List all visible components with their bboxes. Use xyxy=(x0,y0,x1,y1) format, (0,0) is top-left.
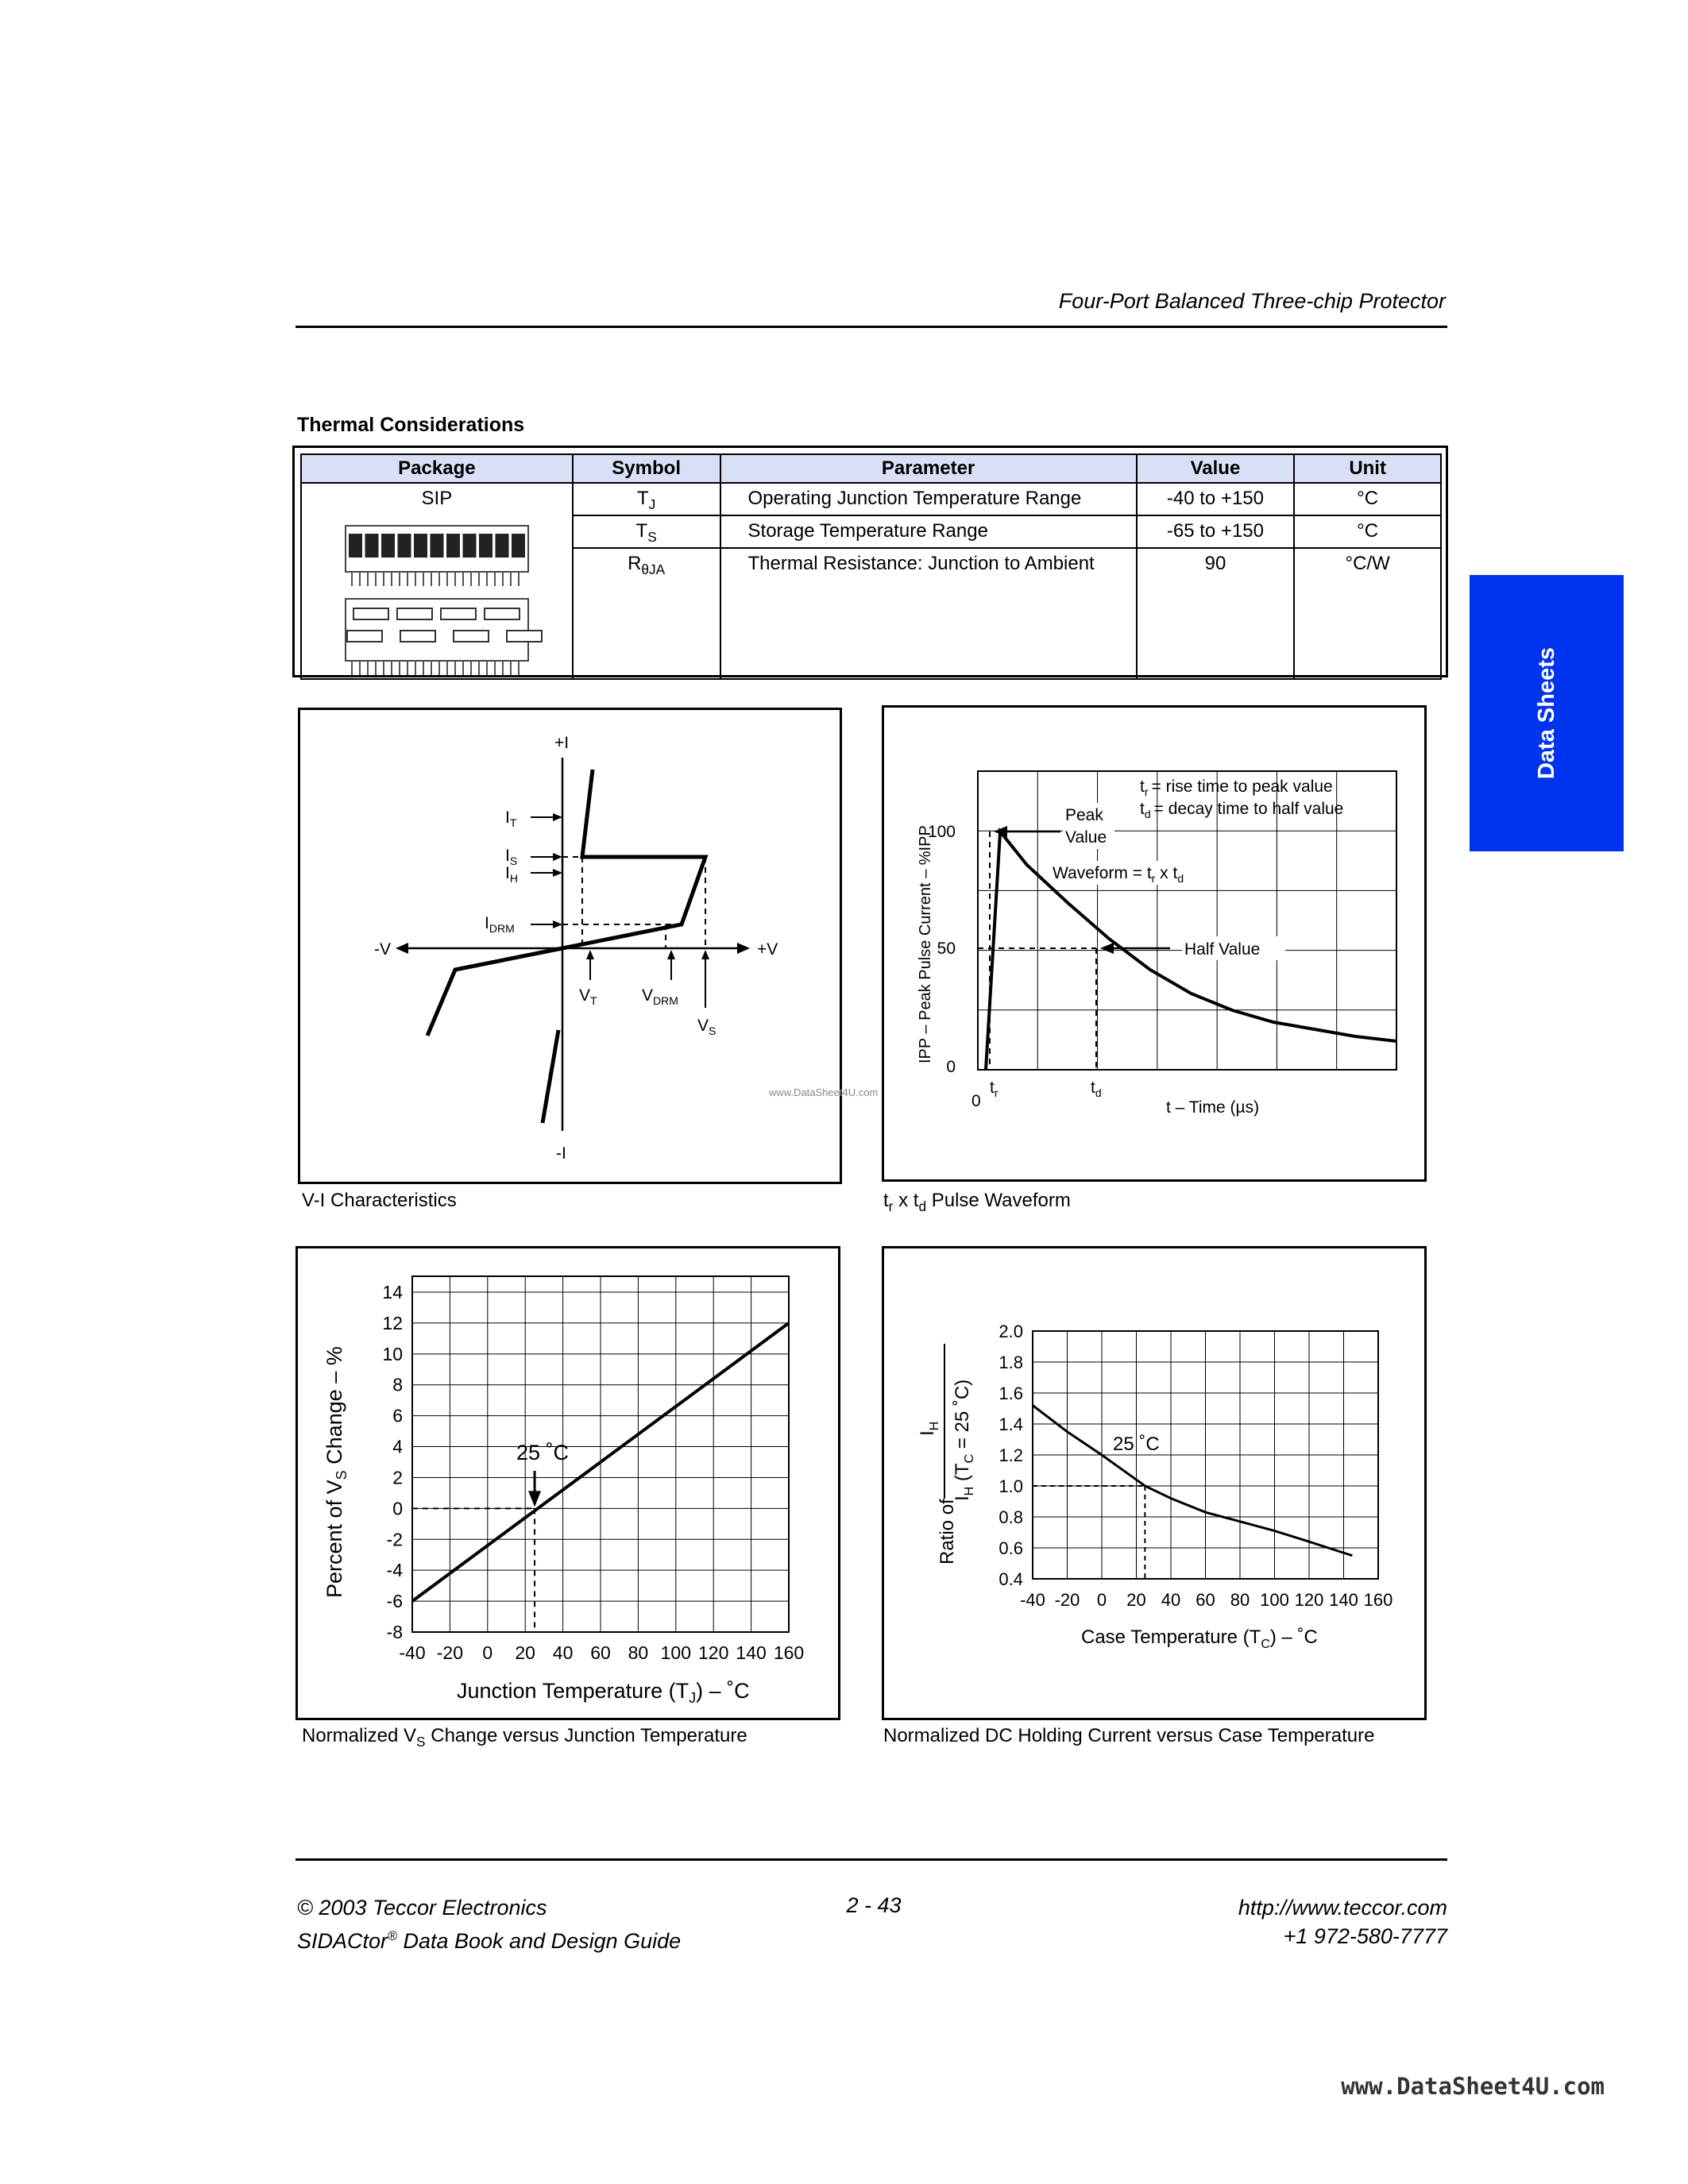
vs-xtick-label: 120 xyxy=(698,1642,729,1663)
ih-xtick-label: 100 xyxy=(1260,1590,1289,1610)
ih-xtick-label: -40 xyxy=(1020,1590,1045,1610)
symbol-cell: $T_J$ xyxy=(573,483,720,515)
vi-pos-v-label: +V xyxy=(757,940,778,959)
sip-pad xyxy=(507,631,542,642)
ih-xtick-label: -20 xyxy=(1054,1590,1080,1610)
unit-cell: °C xyxy=(1294,483,1441,515)
pulse-legend-td: $t_d$ = decay time to half value xyxy=(1140,800,1344,820)
vs-annotation-arrow xyxy=(528,1491,541,1507)
col-header-unit: Unit xyxy=(1294,454,1441,483)
footer-book-title: SIDACtor® Data Book and Design Guide xyxy=(297,1929,682,1953)
symbol-cell: $T_S$ xyxy=(573,515,720,548)
sip-pad xyxy=(400,631,435,642)
symbol-cell: $R_{\theta JA}$ xyxy=(573,548,720,679)
vs-ytick-label: 4 xyxy=(392,1436,403,1457)
col-header-parameter: Parameter xyxy=(720,454,1137,483)
ih-xtick-label: 20 xyxy=(1126,1590,1146,1610)
table-header-row xyxy=(301,454,1441,483)
sip-chip xyxy=(430,534,443,558)
header-rule xyxy=(295,326,1447,328)
pulse-ytick: 50 xyxy=(937,940,956,958)
vi-watermark: www.DataSheet4U.com xyxy=(769,1086,879,1098)
ih-ytick-label: 1.2 xyxy=(999,1445,1023,1465)
sip-pad xyxy=(397,608,432,619)
pulse-peak-label-1: Peak xyxy=(1065,806,1103,824)
footer-left xyxy=(297,1893,681,1955)
vs-xtick-label: 80 xyxy=(628,1642,649,1663)
vs-annotation: 25 ˚C xyxy=(516,1441,570,1464)
ih-ytick-label: 1.4 xyxy=(999,1414,1023,1434)
vs-xtick-label: 0 xyxy=(482,1642,493,1663)
vs-xtick-label: 40 xyxy=(552,1642,574,1663)
vs-ytick-label: -4 xyxy=(386,1560,403,1581)
ih-ytick-label: 0.4 xyxy=(999,1569,1023,1589)
vi-pos-i-label: +I xyxy=(554,734,570,752)
vs-ytick-label: 0 xyxy=(392,1498,403,1519)
footer-rule xyxy=(295,1858,1447,1861)
ih-ylabel-den: $I_H$ ($T_C = 25$ ˚C) xyxy=(952,1379,976,1501)
vi-vt-label: $V_T$ xyxy=(579,986,597,1007)
col-header-package: Package xyxy=(301,454,573,483)
pulse-ytick: 0 xyxy=(946,1058,956,1076)
vs-chart-frame xyxy=(295,1246,840,1720)
footer-right xyxy=(1049,1893,1447,1951)
pulse-chart xyxy=(884,708,1424,1179)
footer-page-number: 2 - 43 xyxy=(846,1893,902,1917)
sip-chip xyxy=(495,534,508,558)
pulse-ylabel: IPP – Peak Pulse Current – %IPP xyxy=(917,825,934,1063)
vs-xlabel: Junction Temperature $(T_J)$ – ˚C xyxy=(457,1679,750,1706)
vi-chart xyxy=(300,710,879,1182)
parameter-cell: Storage Temperature Range xyxy=(720,515,1137,548)
vi-curve-neg-segment xyxy=(543,1030,558,1123)
pulse-peak-label-2: Value xyxy=(1065,828,1107,847)
ih-ylabel-pre: Ratio of xyxy=(937,1499,958,1565)
sip-chip xyxy=(397,534,411,558)
vi-chart-frame xyxy=(298,708,879,1184)
ih-ytick-label: 0.8 xyxy=(999,1507,1023,1527)
parameter-cell: Operating Junction Temperature Range xyxy=(720,483,1137,515)
col-header-symbol: Symbol xyxy=(573,454,720,483)
ih-xtick-label: 60 xyxy=(1196,1590,1215,1610)
sip-chip xyxy=(512,534,525,558)
pulse-ytick: 100 xyxy=(927,823,956,841)
ih-xtick-label: 0 xyxy=(1096,1590,1107,1610)
vs-ytick-label: -8 xyxy=(386,1622,403,1642)
sip-pad xyxy=(454,631,489,642)
value-cell: 90 xyxy=(1137,548,1295,679)
sip-pad xyxy=(353,608,388,619)
vi-is-label: $I_S$ xyxy=(505,847,518,867)
col-header-value: Value xyxy=(1137,454,1295,483)
page-watermark: www.DataSheet4U.com xyxy=(1341,2073,1605,2100)
pulse-legend-tr: $t_r$ = rise time to peak value xyxy=(1140,778,1333,798)
footer-copyright: © 2003 Teccor Electronics xyxy=(297,1896,547,1920)
ih-chart xyxy=(884,1248,1424,1718)
footer-url[interactable]: http://www.teccor.com xyxy=(1238,1896,1447,1920)
sip-chip xyxy=(381,534,395,558)
package-name: SIP xyxy=(421,488,453,509)
sip-pad xyxy=(485,608,520,619)
vi-neg-i-label: -I xyxy=(556,1144,566,1163)
side-tab-label: Data Sheets xyxy=(1533,647,1559,780)
ih-ytick-label: 1.6 xyxy=(999,1383,1023,1403)
vs-ytick-label: 8 xyxy=(392,1374,403,1395)
pulse-xtick-zero: 0 xyxy=(971,1092,981,1110)
unit-cell: °C/W xyxy=(1294,548,1441,679)
sip-chip xyxy=(446,534,460,558)
table-row xyxy=(301,483,1441,515)
vs-xtick-label: 100 xyxy=(660,1642,691,1663)
ih-xtick-label: 160 xyxy=(1363,1590,1393,1610)
section-title-thermal: Thermal Considerations xyxy=(297,414,525,436)
vs-xtick-label: -20 xyxy=(436,1642,464,1663)
vi-it-label: $I_T$ xyxy=(505,808,517,829)
parameter-cell: Thermal Resistance: Junction to Ambient xyxy=(720,548,1137,679)
pulse-waveform-label: Waveform = $t_r$ x $t_d$ xyxy=(1053,864,1184,885)
ih-ylabel-num: $I_H$ xyxy=(917,1421,941,1436)
vi-x-arrow-neg xyxy=(396,943,408,954)
vi-idrm-label: $I_{DRM}$ xyxy=(485,914,515,935)
ih-xtick-label: 120 xyxy=(1294,1590,1324,1610)
pulse-caption: $t_r$ x $t_d$ Pulse Waveform xyxy=(883,1190,1071,1214)
pulse-half-arrow xyxy=(1100,943,1114,954)
vs-xtick-label: 160 xyxy=(773,1642,805,1663)
thermal-table xyxy=(300,453,1442,680)
side-tab[interactable] xyxy=(1470,575,1624,851)
sip-chip xyxy=(349,534,362,558)
ih-chart-frame xyxy=(882,1246,1427,1720)
sip-pad xyxy=(441,608,476,619)
ih-ytick-label: 1.0 xyxy=(999,1476,1023,1496)
vi-caption: V-I Characteristics xyxy=(302,1190,457,1211)
vs-caption: Normalized $V_S$ Change versus Junction Temperature xyxy=(302,1725,747,1750)
pulse-half-label: Half Value xyxy=(1184,940,1261,959)
footer-phone: +1 972-580-7777 xyxy=(1283,1924,1447,1948)
ih-xtick-label: 40 xyxy=(1161,1590,1181,1610)
sip-pad xyxy=(347,631,382,642)
ih-annotation: 25 ˚C xyxy=(1113,1433,1160,1455)
ih-caption: Normalized DC Holding Current versus Case Temperature xyxy=(883,1725,1375,1746)
package-cell xyxy=(301,483,573,679)
ih-series-line xyxy=(1033,1406,1352,1556)
vs-ytick-label: -2 xyxy=(386,1529,403,1550)
vi-ih-label: $I_H$ xyxy=(505,864,518,885)
value-cell: -65 to +150 xyxy=(1137,515,1295,548)
vs-ytick-label: 12 xyxy=(382,1312,403,1333)
vi-vs-label: $V_S$ xyxy=(697,1017,717,1037)
running-header: Four-Port Balanced Three-chip Protector xyxy=(1058,289,1446,313)
sip-package-drawing xyxy=(338,519,536,678)
vs-ytick-label: 2 xyxy=(392,1467,403,1488)
vs-chart xyxy=(298,1248,838,1718)
pulse-chart-frame xyxy=(882,705,1427,1182)
unit-cell: °C xyxy=(1294,515,1441,548)
pulse-tr-label: $t_r$ xyxy=(990,1078,999,1099)
vs-ylabel: Percent of $V_S$ Change – % xyxy=(323,1346,350,1598)
vs-ytick-label: 10 xyxy=(382,1343,403,1364)
pulse-xlabel: t – Time (µs) xyxy=(1166,1098,1260,1117)
vi-x-arrow-pos xyxy=(737,943,750,954)
vs-xtick-label: -40 xyxy=(399,1642,426,1663)
ih-xlabel: Case Temperature $(T_C)$ – ˚C xyxy=(1081,1626,1318,1651)
sip-chip xyxy=(414,534,427,558)
pulse-td-label: $t_d$ xyxy=(1091,1078,1102,1099)
sip-chip xyxy=(365,534,378,558)
vs-ytick-label: -6 xyxy=(386,1591,403,1612)
ih-ytick-label: 1.8 xyxy=(999,1352,1023,1372)
sip-chip xyxy=(479,534,492,558)
sip-chip xyxy=(462,534,476,558)
ih-ytick-label: 0.6 xyxy=(999,1538,1023,1558)
vs-ytick-label: 14 xyxy=(382,1282,403,1302)
ih-ytick-label: 2.0 xyxy=(999,1322,1023,1341)
vi-neg-v-label: -V xyxy=(374,940,391,959)
vs-xtick-label: 20 xyxy=(515,1642,535,1663)
ih-xtick-label: 80 xyxy=(1230,1590,1250,1610)
vs-xtick-label: 60 xyxy=(590,1642,611,1663)
vs-xtick-label: 140 xyxy=(736,1642,767,1663)
value-cell: -40 to +150 xyxy=(1137,483,1295,515)
vs-ytick-label: 6 xyxy=(392,1405,403,1426)
ih-xtick-label: 140 xyxy=(1329,1590,1358,1610)
vi-vdrm-label: $V_{DRM}$ xyxy=(642,986,678,1007)
